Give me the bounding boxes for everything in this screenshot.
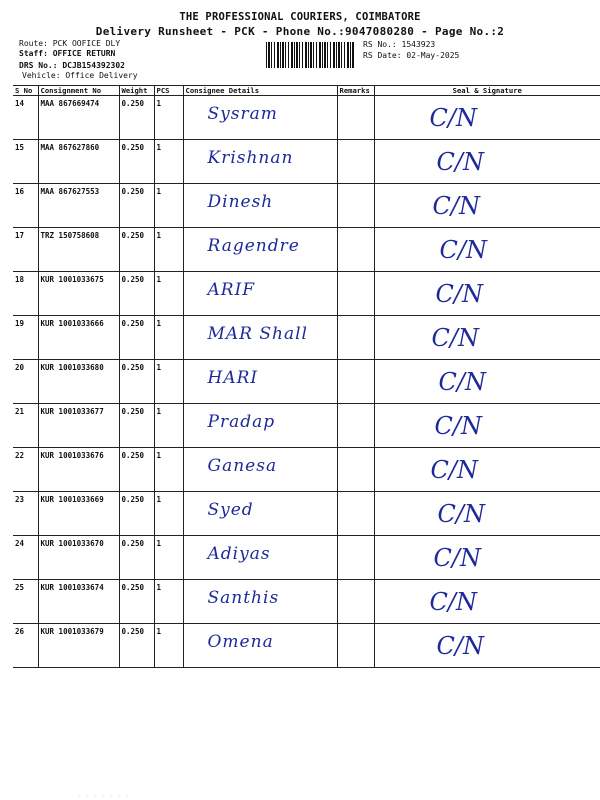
cell-remarks xyxy=(337,96,374,140)
cell-remarks xyxy=(337,404,374,448)
cell-sno: 22 xyxy=(13,448,38,492)
cell-consignee xyxy=(183,228,337,272)
handwritten-consignee-name: Ganesa xyxy=(207,456,278,476)
table-row xyxy=(13,184,600,228)
table-row xyxy=(13,580,600,624)
handwritten-signature: C/N xyxy=(435,280,483,308)
cell-signature xyxy=(374,536,600,580)
cell-signature xyxy=(374,272,600,316)
table-row xyxy=(13,140,600,184)
cell-sno: 15 xyxy=(13,140,38,184)
table-body xyxy=(13,96,600,668)
cell-consignee xyxy=(183,624,337,668)
table-row xyxy=(13,536,600,580)
col-header-consignment: Consignment No xyxy=(38,86,119,96)
cell-weight: 0.250 xyxy=(119,448,154,492)
company-name: THE PROFESSIONAL COURIERS, COIMBATORE xyxy=(179,11,421,23)
handwritten-signature: C/N xyxy=(434,412,482,440)
table-row xyxy=(13,96,600,140)
cell-weight: 0.250 xyxy=(119,272,154,316)
cell-consignment-no: MAA 867669474 xyxy=(38,96,119,140)
cell-pcs: 1 xyxy=(154,96,183,140)
cell-weight: 0.250 xyxy=(119,536,154,580)
cell-weight: 0.250 xyxy=(119,404,154,448)
cell-pcs: 1 xyxy=(154,580,183,624)
cell-sno: 20 xyxy=(13,360,38,404)
cell-consignee xyxy=(183,316,337,360)
cell-consignee xyxy=(183,96,337,140)
handwritten-consignee-name: Pradap xyxy=(207,412,276,432)
cell-pcs: 1 xyxy=(154,492,183,536)
cell-sno: 21 xyxy=(13,404,38,448)
handwritten-consignee-name: Santhis xyxy=(207,588,280,608)
cell-consignment-no: KUR 1001033679 xyxy=(38,624,119,668)
cell-consignee xyxy=(183,184,337,228)
handwritten-signature: C/N xyxy=(430,456,478,484)
cell-weight: 0.250 xyxy=(119,184,154,228)
cell-remarks xyxy=(337,624,374,668)
handwritten-consignee-name: Ragendre xyxy=(207,236,300,256)
handwritten-consignee-name: Syed xyxy=(207,500,254,520)
cell-remarks xyxy=(337,316,374,360)
runsheet-table xyxy=(13,85,600,668)
route-label: Route: PCK OOFICE DLY xyxy=(19,39,121,48)
handwritten-signature: C/N xyxy=(429,588,477,616)
cell-remarks xyxy=(337,492,374,536)
cell-signature xyxy=(374,316,600,360)
cell-signature xyxy=(374,448,600,492)
cell-consignment-no: KUR 1001033677 xyxy=(38,404,119,448)
table-row xyxy=(13,228,600,272)
table-row xyxy=(13,624,600,668)
cell-sno: 19 xyxy=(13,316,38,360)
cell-consignee xyxy=(183,360,337,404)
cell-consignee xyxy=(183,272,337,316)
handwritten-consignee-name: Krishnan xyxy=(207,148,294,168)
cell-weight: 0.250 xyxy=(119,228,154,272)
table-row xyxy=(13,272,600,316)
cell-consignee xyxy=(183,448,337,492)
cell-consignee xyxy=(183,536,337,580)
cell-consignee xyxy=(183,404,337,448)
staff-label: Staff: OFFICE RETURN xyxy=(19,49,116,58)
cell-signature xyxy=(374,624,600,668)
handwritten-signature: C/N xyxy=(438,368,486,396)
cell-weight: 0.250 xyxy=(119,580,154,624)
cell-pcs: 1 xyxy=(154,184,183,228)
drs-number: DRS No.: DCJB154392302 xyxy=(19,61,125,70)
cell-signature xyxy=(374,360,600,404)
handwritten-signature: C/N xyxy=(436,632,484,660)
cell-weight: 0.250 xyxy=(119,360,154,404)
cell-remarks xyxy=(337,184,374,228)
handwritten-signature: C/N xyxy=(431,324,479,352)
col-header-consignee: Consignee Details xyxy=(183,86,337,96)
handwritten-signature: C/N xyxy=(436,148,484,176)
table-row xyxy=(13,448,600,492)
handwritten-consignee-name: MAR Shall xyxy=(207,324,308,344)
cell-pcs: 1 xyxy=(154,140,183,184)
cell-pcs: 1 xyxy=(154,624,183,668)
handwritten-consignee-name: HARI xyxy=(207,368,259,388)
cell-sno: 14 xyxy=(13,96,38,140)
barcode-image xyxy=(266,42,354,68)
table-row xyxy=(13,360,600,404)
cell-signature xyxy=(374,96,600,140)
col-header-pcs: PCS xyxy=(154,86,183,96)
handwritten-signature: C/N xyxy=(439,236,487,264)
cell-weight: 0.250 xyxy=(119,316,154,360)
cell-pcs: 1 xyxy=(154,316,183,360)
faint-scan-marks: · · · · · · · xyxy=(78,794,131,800)
cell-signature xyxy=(374,184,600,228)
cell-sno: 18 xyxy=(13,272,38,316)
col-header-remarks: Remarks xyxy=(337,86,374,96)
cell-pcs: 1 xyxy=(154,448,183,492)
cell-consignment-no: KUR 1001033675 xyxy=(38,272,119,316)
cell-consignment-no: KUR 1001033669 xyxy=(38,492,119,536)
handwritten-signature: C/N xyxy=(429,104,477,132)
cell-consignee xyxy=(183,140,337,184)
cell-weight: 0.250 xyxy=(119,624,154,668)
cell-weight: 0.250 xyxy=(119,492,154,536)
cell-remarks xyxy=(337,272,374,316)
cell-remarks xyxy=(337,140,374,184)
runsheet-title: Delivery Runsheet - PCK - Phone No.:9047080280 - Page No.:2 xyxy=(95,25,505,38)
rs-number: RS No.: 1543923 xyxy=(363,40,436,49)
col-header-weight: Weight xyxy=(119,86,154,96)
cell-consignment-no: MAA 867627553 xyxy=(38,184,119,228)
handwritten-consignee-name: Adiyas xyxy=(207,544,271,564)
cell-sno: 24 xyxy=(13,536,38,580)
cell-pcs: 1 xyxy=(154,360,183,404)
cell-remarks xyxy=(337,448,374,492)
cell-signature xyxy=(374,228,600,272)
cell-sno: 16 xyxy=(13,184,38,228)
table-header-row xyxy=(13,86,600,96)
cell-weight: 0.250 xyxy=(119,96,154,140)
handwritten-signature: C/N xyxy=(437,500,485,528)
cell-weight: 0.250 xyxy=(119,140,154,184)
cell-consignment-no: KUR 1001033674 xyxy=(38,580,119,624)
handwritten-signature: C/N xyxy=(433,544,481,572)
cell-consignment-no: KUR 1001033670 xyxy=(38,536,119,580)
cell-pcs: 1 xyxy=(154,404,183,448)
cell-remarks xyxy=(337,536,374,580)
cell-consignment-no: MAA 867627860 xyxy=(38,140,119,184)
cell-pcs: 1 xyxy=(154,228,183,272)
cell-consignment-no: KUR 1001033676 xyxy=(38,448,119,492)
col-header-signature: Seal & Signature xyxy=(374,86,600,96)
cell-signature xyxy=(374,580,600,624)
cell-pcs: 1 xyxy=(154,272,183,316)
cell-remarks xyxy=(337,228,374,272)
cell-signature xyxy=(374,140,600,184)
cell-signature xyxy=(374,492,600,536)
cell-consignee xyxy=(183,580,337,624)
vehicle-label: Vehicle: Office Delivery xyxy=(22,71,138,80)
handwritten-consignee-name: ARIF xyxy=(207,280,256,300)
cell-sno: 17 xyxy=(13,228,38,272)
cell-consignment-no: TRZ 150758608 xyxy=(38,228,119,272)
table-row xyxy=(13,316,600,360)
cell-sno: 25 xyxy=(13,580,38,624)
cell-remarks xyxy=(337,360,374,404)
cell-remarks xyxy=(337,580,374,624)
cell-signature xyxy=(374,404,600,448)
table-row xyxy=(13,492,600,536)
cell-consignment-no: KUR 1001033680 xyxy=(38,360,119,404)
table-row xyxy=(13,404,600,448)
handwritten-consignee-name: Omena xyxy=(207,632,274,652)
handwritten-consignee-name: Sysram xyxy=(207,104,278,124)
cell-sno: 23 xyxy=(13,492,38,536)
col-header-sno: S No xyxy=(13,86,38,96)
cell-pcs: 1 xyxy=(154,536,183,580)
handwritten-signature: C/N xyxy=(432,192,480,220)
handwritten-consignee-name: Dinesh xyxy=(207,192,274,212)
cell-consignee xyxy=(183,492,337,536)
rs-date: RS Date: 02-May-2025 xyxy=(363,51,460,60)
cell-consignment-no: KUR 1001033666 xyxy=(38,316,119,360)
cell-sno: 26 xyxy=(13,624,38,668)
